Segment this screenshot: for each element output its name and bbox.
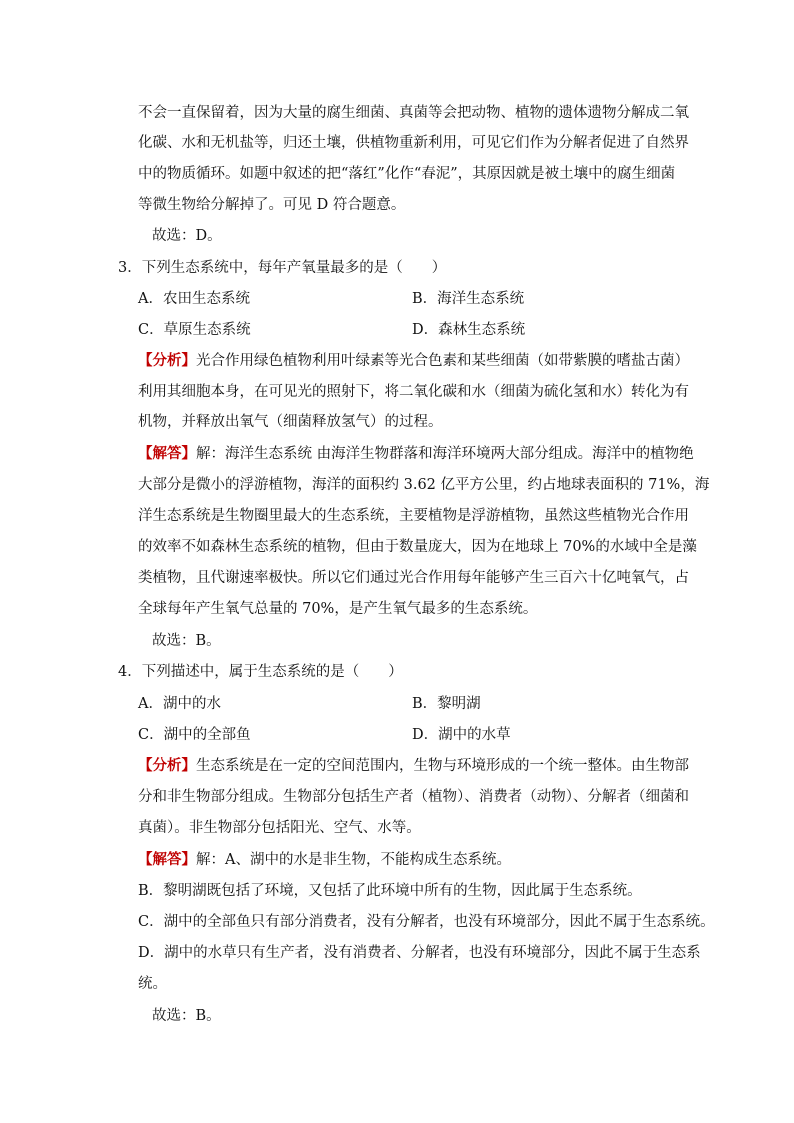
q4-analysis-line-2: 分和非生物部分组成。生物部分包括生产者（植物）、消费者（动物）、分解者（细菌和 bbox=[138, 789, 689, 805]
q3-solution-line-3: 洋生态系统是生物圈里最大的生态系统，主要植物是浮游植物，虽然这些植物光合作用 bbox=[138, 508, 689, 524]
q4-analysis-line-3: 真菌）。非生物部分包括阳光、空气、水等。 bbox=[138, 820, 421, 836]
q3-answer: 故选：B。 bbox=[152, 633, 221, 649]
q3-solution-line-1 bbox=[138, 444, 694, 464]
q4-solution-line-1 bbox=[138, 850, 511, 870]
q3-stem: 3．下列生态系统中，每年产氧量最多的是（ ） bbox=[118, 260, 447, 276]
prev-explanation-line-3: 中的物质循环。如题中叙述的把“落红”化作“春泥”，其原因就是被土壤中的腐生细菌 bbox=[138, 166, 676, 182]
q3-solution-line-5: 类植物，且代谢速率极快。所以它们通过光合作用每年能够产生三百六十亿吨氧气，占 bbox=[138, 570, 689, 586]
q4-analysis-text-1: 生态系统是在一定的空间范围内，生物与环境形成的一个统一整体。由生物部 bbox=[196, 758, 689, 774]
q4-solution-tag: 【解答】 bbox=[138, 851, 196, 868]
prev-explanation-line-1: 不会一直保留着，因为大量的腐生细菌、真菌等会把动物、植物的遗体遗物分解成二氧 bbox=[138, 105, 689, 121]
q4-solution-line-5: 统。 bbox=[138, 976, 167, 992]
q4-solution-line-3: C．湖中的全部鱼只有部分消费者，没有分解者，也没有环境部分，因此不属于生态系统。 bbox=[138, 914, 715, 930]
q4-solution-text-1: 解：A、湖中的水是非生物，不能构成生态系统。 bbox=[196, 852, 511, 868]
q3-option-b: B．海洋生态系统 bbox=[412, 291, 525, 307]
q4-solution-line-2: B．黎明湖既包括了环境，又包括了此环境中所有的生物，因此属于生态系统。 bbox=[138, 883, 642, 899]
q3-analysis-tag: 【分析】 bbox=[138, 352, 196, 369]
q4-option-b: B．黎明湖 bbox=[412, 696, 481, 712]
q3-option-a: A．农田生态系统 bbox=[138, 291, 250, 307]
q4-option-c: C．湖中的全部鱼 bbox=[138, 727, 251, 743]
q3-option-c: C．草原生态系统 bbox=[138, 322, 251, 338]
prev-explanation-line-4: 等微生物给分解掉了。可见 D 符合题意。 bbox=[138, 197, 406, 213]
q4-analysis-line-1 bbox=[138, 756, 689, 776]
q4-option-a: A．湖中的水 bbox=[138, 696, 221, 712]
q3-solution-text-1: 解：海洋生态系统 由海洋生物群落和海洋环境两大部分组成。海洋中的植物绝 bbox=[196, 446, 694, 462]
q4-answer: 故选：B。 bbox=[152, 1008, 221, 1024]
q3-solution-line-2: 大部分是微小的浮游植物，海洋的面积约 3.62 亿平方公里，约占地球表面积的 71%，海 bbox=[138, 477, 710, 493]
q3-analysis-text-1: 光合作用绿色植物利用叶绿素等光合色素和某些细菌（如带紫膜的嗜盐古菌） bbox=[196, 353, 689, 369]
q4-solution-line-4: D．湖中的水草只有生产者，没有消费者、分解者，也没有环境部分，因此不属于生态系 bbox=[138, 945, 701, 961]
q3-analysis-line-2: 利用其细胞本身，在可见光的照射下，将二氧化碳和水（细菌为硫化氢和水）转化为有 bbox=[138, 384, 689, 400]
q3-solution-line-6: 全球每年产生氧气总量的 70%，是产生氧气最多的生态系统。 bbox=[138, 601, 538, 617]
q4-option-d: D．湖中的水草 bbox=[412, 727, 511, 743]
q3-solution-tag: 【解答】 bbox=[138, 445, 196, 462]
q3-analysis-line-3: 机物，并释放出氧气（细菌释放氢气）的过程。 bbox=[138, 414, 443, 430]
prev-answer: 故选：D。 bbox=[152, 228, 222, 244]
q4-analysis-tag: 【分析】 bbox=[138, 757, 196, 774]
q4-stem: 4．下列描述中，属于生态系统的是（ ） bbox=[118, 664, 403, 680]
q3-option-d: D．森林生态系统 bbox=[412, 322, 526, 338]
q3-solution-line-4: 的效率不如森林生态系统的植物，但由于数量庞大，因为在地球上 70%的水域中全是藻 bbox=[138, 539, 697, 555]
prev-explanation-line-2: 化碳、水和无机盐等，归还土壤，供植物重新利用，可见它们作为分解者促进了自然界 bbox=[138, 135, 689, 151]
q3-analysis-line-1 bbox=[138, 351, 689, 371]
